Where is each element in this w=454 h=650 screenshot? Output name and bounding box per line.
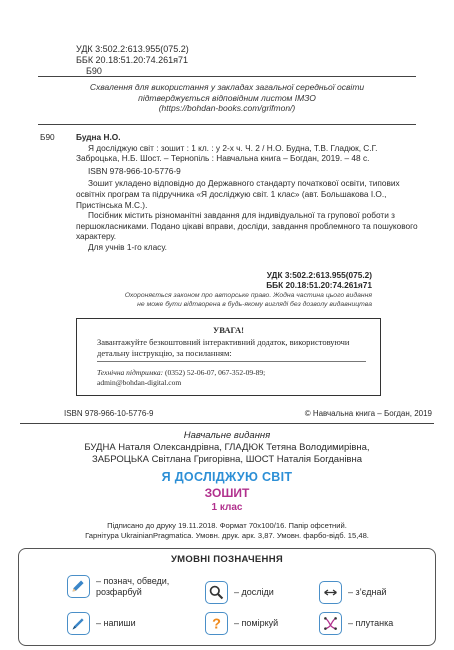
legend-item-connect [319, 581, 386, 604]
lower-divider [20, 423, 434, 424]
author-mark: Б90 [86, 66, 102, 76]
authors-line-1: БУДНА Наталя Олександрівна, ГЛАДЮК Тетяна Володимирівна, [84, 442, 370, 453]
connect-arrows-icon [319, 581, 342, 604]
isbn-line: ISBN 978-966-10-5776-9 [64, 409, 154, 418]
book-title: Я ДОСЛІДЖУЮ СВІТ [161, 470, 293, 484]
biblio-description: Я досліджую світ : зошит : 1 кл. : у 2-х ч. Ч. 2 / Н.О. Будна, Т.В. Гладюк, С.Г. Заброцька, Н.Б. Шост. – Тернопіль : Навчальна книга – Богдан, 2019. – 48 с. [76, 142, 378, 164]
copyright-line: © Навчальна книга – Богдан, 2019 [304, 409, 432, 418]
support-phones: (0352) 52-06-07, 067-352-09-89; [164, 368, 266, 377]
support-label: Технічна підтримка: [97, 368, 164, 377]
biblio-paragraph-3: Для учнів 1-го класу. [88, 241, 167, 252]
legend-label-connect: – з’єднай [348, 587, 387, 597]
bbk-code-bottom: ББК 20.18:51.20:74.261я71 [266, 280, 372, 290]
copyright-law-line-2: не може бути відтворена в будь-якому вигляді без дозволу видавництва [137, 300, 372, 308]
udk-code-bottom: УДК 3:502.2:613.955(075.2) [266, 270, 372, 280]
legend-box [18, 548, 436, 646]
biblio-isbn: ISBN 978-966-10-5776-9 [88, 165, 181, 176]
pen-icon [67, 612, 90, 635]
copyright-law-line-1: Охороняється законом про авторське право. Жодна частина цього видання [124, 292, 372, 299]
udk-top-block [76, 44, 189, 77]
question-icon [205, 612, 228, 635]
udk-bottom-block [266, 270, 372, 290]
notice-title: УВАГА! [213, 325, 244, 335]
biblio-code: Б90 [40, 132, 55, 142]
print-info [0, 521, 454, 541]
biblio-paragraph-2: Посібник містить різноманітні завдання для індивідуальної та групової роботи з першокласниками. Подано цікаві вправи, досліди, завдання проблемного та пошукового характеру. [76, 210, 418, 242]
legend-label-mark: – познач, обведи, розфарбуй [96, 575, 170, 597]
support-email[interactable]: admin@bohdan-digital.com [97, 378, 182, 387]
print-info-line-1: Підписано до друку 19.11.2018. Формат 70х100/16. Папір офсетний. [107, 521, 347, 530]
middle-divider [38, 124, 416, 125]
book-grade: 1 клас [211, 502, 243, 513]
print-info-line-2: Гарнітура UkrainianPragmatica. Умовн. друк. арк. 3,87. Умовн. фарбо-відб. 15,48. [85, 531, 369, 540]
legend-item-mark [67, 575, 169, 598]
book-subtitle: ЗОШИТ [204, 486, 250, 500]
copyright-law-note [112, 292, 372, 309]
approval-line-2: підтверджується відповідним листом ІМЗО [138, 92, 316, 103]
authors-line-2: ЗАБРОЦЬКА Світлана Григорівна, ШОСТ Наталія Богданівна [91, 453, 363, 465]
legend-title: УМОВНІ ПОЗНАЧЕННЯ [170, 554, 284, 565]
legend-label-tangle: – плутанка [348, 618, 394, 628]
biblio-author: Будна Н.О. [76, 132, 121, 142]
legend-label-explore: – досліди [234, 587, 274, 597]
legend-item-tangle [319, 612, 393, 635]
svg-text:?: ? [212, 616, 221, 632]
approval-line-1: Схвалення для використання у закладах загальної середньої освіти [89, 82, 365, 92]
notice-link-line [97, 361, 366, 362]
approval-link: (https://bohdan-books.com/grifmon/) [158, 103, 296, 113]
notice-box [76, 318, 381, 396]
legend-item-write [67, 612, 136, 635]
pencil-icon [67, 575, 90, 598]
legend-label-write: – напиши [96, 618, 136, 628]
magnifier-icon [205, 581, 228, 604]
legend-item-explore [205, 581, 274, 604]
legend-label-think: – поміркуй [234, 618, 279, 628]
bbk-code: ББК 20.18:51.20:74.261я71 [76, 55, 189, 65]
edition-type: Навчальне видання [183, 430, 271, 441]
notice-support [97, 368, 372, 388]
biblio-paragraph-1: Зошит укладено відповідно до Державного стандарту початкової освіти, типових освітніх програм та підручника «Я досліджую світ. 1 клас» (авт. Большакова І.О., Пристінська М.С.). [76, 178, 400, 210]
legend-item-think [205, 612, 278, 635]
tangle-icon [319, 612, 342, 635]
notice-text: Завантажуйте безкоштовний інтерактивний додаток, використовуючи детальну інструкцію, за посиланням: [97, 337, 350, 358]
authors-list [0, 442, 454, 465]
top-divider [38, 76, 416, 77]
udk-code: УДК 3:502.2:613.955(075.2) [76, 44, 189, 54]
approval-note [20, 82, 434, 114]
